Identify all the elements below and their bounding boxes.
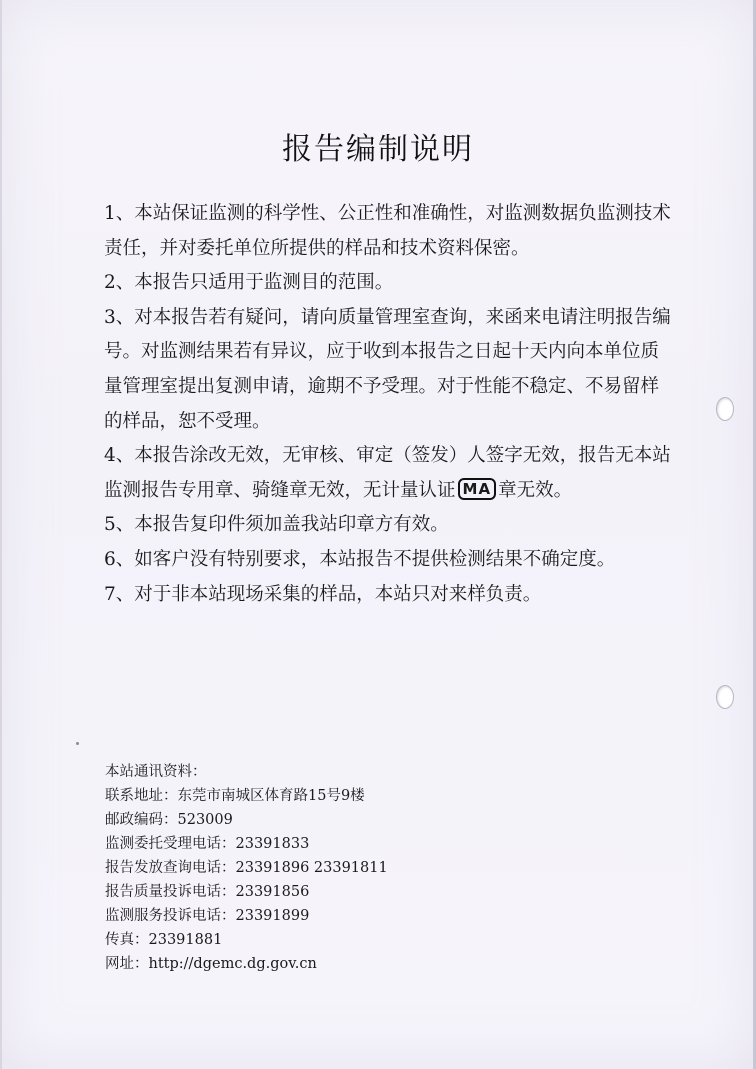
note-4-text-after: 章无效。 bbox=[498, 479, 573, 501]
contact-website: 网址：http://dgemc.dg.gov.cn bbox=[105, 956, 317, 972]
contact-phone-query: 报告发放查询电话：23391896 23391811 bbox=[105, 860, 388, 876]
contact-phone-service: 监测服务投诉电话：23391899 bbox=[105, 908, 310, 924]
note-4-text-before: 4、本报告涂改无效，无审核、审定（签发）人签字无效，报告无本站监测报告专用章、骑缝章无效，无计量认证 bbox=[104, 445, 671, 501]
notes-section bbox=[104, 197, 674, 612]
cma-mark: MA bbox=[458, 478, 497, 500]
punch-hole-lower bbox=[716, 685, 734, 709]
note-1: 1、本站保证监测的科学性、公正性和准确性，对监测数据负监测技术责任，并对委托单位所提供的样品和技术资料保密。 bbox=[104, 203, 671, 259]
contact-postcode: 邮政编码：523009 bbox=[105, 812, 233, 828]
contact-phone-accept: 监测委托受理电话：23391833 bbox=[105, 836, 310, 852]
punch-hole-upper bbox=[716, 397, 734, 421]
note-7: 7、对于非本站现场采集的样品，本站只对来样负责。 bbox=[104, 583, 542, 605]
contact-fax: 传真：23391881 bbox=[105, 932, 223, 948]
contact-heading: 本站通讯资料： bbox=[105, 764, 207, 780]
note-5: 5、本报告复印件须加盖我站印章方有效。 bbox=[104, 514, 449, 536]
paper-speck bbox=[76, 742, 79, 745]
note-4 bbox=[104, 439, 674, 508]
note-3: 3、对本报告若有疑问，请向质量管理室查询，来函来电请注明报告编号。对监测结果若有异议，应于收到本报告之日起十天内向本单位质量管理室提出复测申请，逾期不予受理。对于性能不稳定、不易留样的样品，恕不受理。 bbox=[104, 306, 671, 432]
contact-phone-quality: 报告质量投诉电话：23391856 bbox=[105, 884, 310, 900]
contact-section bbox=[105, 760, 605, 976]
note-2: 2、本报告只适用于监测目的范围。 bbox=[104, 272, 394, 294]
note-6: 6、如客户没有特别要求，本站报告不提供检测结果不确定度。 bbox=[104, 548, 616, 570]
document-title: 报告编制说明 bbox=[282, 132, 474, 167]
contact-address: 联系地址：东莞市南城区体育路15号9楼 bbox=[105, 788, 365, 804]
